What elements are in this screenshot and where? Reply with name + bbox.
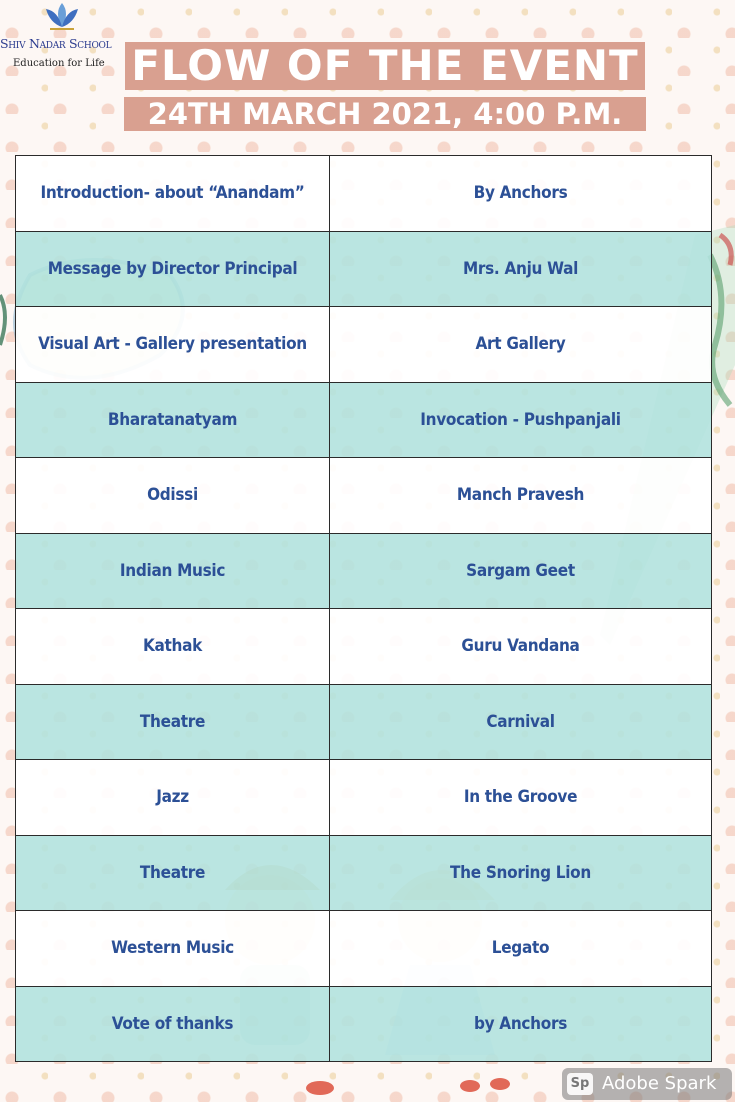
page-title: FLOW OF THE EVENT: [125, 42, 645, 90]
program-item: Theatre: [16, 684, 330, 760]
table-row: [16, 835, 712, 911]
spark-label: Adobe Spark: [602, 1073, 717, 1094]
table-row: [16, 911, 712, 987]
program-detail: By Anchors: [330, 156, 712, 232]
program-item: Western Music: [16, 911, 330, 987]
program-detail: The Snoring Lion: [330, 835, 712, 911]
program-detail: In the Groove: [330, 760, 712, 836]
program-item: Visual Art - Gallery presentation: [16, 307, 330, 383]
program-item: Message by Director Principal: [16, 231, 330, 307]
program-detail: Mrs. Anju Wal: [330, 231, 712, 307]
program-item: Jazz: [16, 760, 330, 836]
table-row: [16, 458, 712, 534]
adobe-spark-watermark: [562, 1068, 732, 1100]
program-detail: Manch Pravesh: [330, 458, 712, 534]
table-row: [16, 609, 712, 685]
table-row: [16, 307, 712, 383]
school-logo: [0, 0, 125, 75]
table-row: [16, 986, 712, 1062]
program-item: Vote of thanks: [16, 986, 330, 1062]
school-tagline: Education for Life: [13, 58, 105, 69]
program-item: Kathak: [16, 609, 330, 685]
program-item: Odissi: [16, 458, 330, 534]
event-date: 24TH MARCH 2021, 4:00 P.M.: [124, 97, 646, 131]
program-item: Introduction- about “Anandam”: [16, 156, 330, 232]
program-item: Bharatanatyam: [16, 382, 330, 458]
event-schedule-table: [15, 155, 712, 1062]
lotus-icon: [44, 1, 80, 31]
table-row: [16, 760, 712, 836]
program-detail: Legato: [330, 911, 712, 987]
program-detail: Sargam Geet: [330, 533, 712, 609]
program-item: Indian Music: [16, 533, 330, 609]
schedule-body: [16, 156, 712, 1062]
table-row: [16, 382, 712, 458]
spark-logo-icon: Sp: [567, 1073, 593, 1095]
program-detail: Carnival: [330, 684, 712, 760]
table-row: [16, 533, 712, 609]
table-row: [16, 156, 712, 232]
table-row: [16, 231, 712, 307]
program-detail: Invocation - Pushpanjali: [330, 382, 712, 458]
program-item: Theatre: [16, 835, 330, 911]
table-row: [16, 684, 712, 760]
program-detail: by Anchors: [330, 986, 712, 1062]
school-name: Shiv Nadar School: [0, 36, 112, 51]
program-detail: Art Gallery: [330, 307, 712, 383]
program-detail: Guru Vandana: [330, 609, 712, 685]
